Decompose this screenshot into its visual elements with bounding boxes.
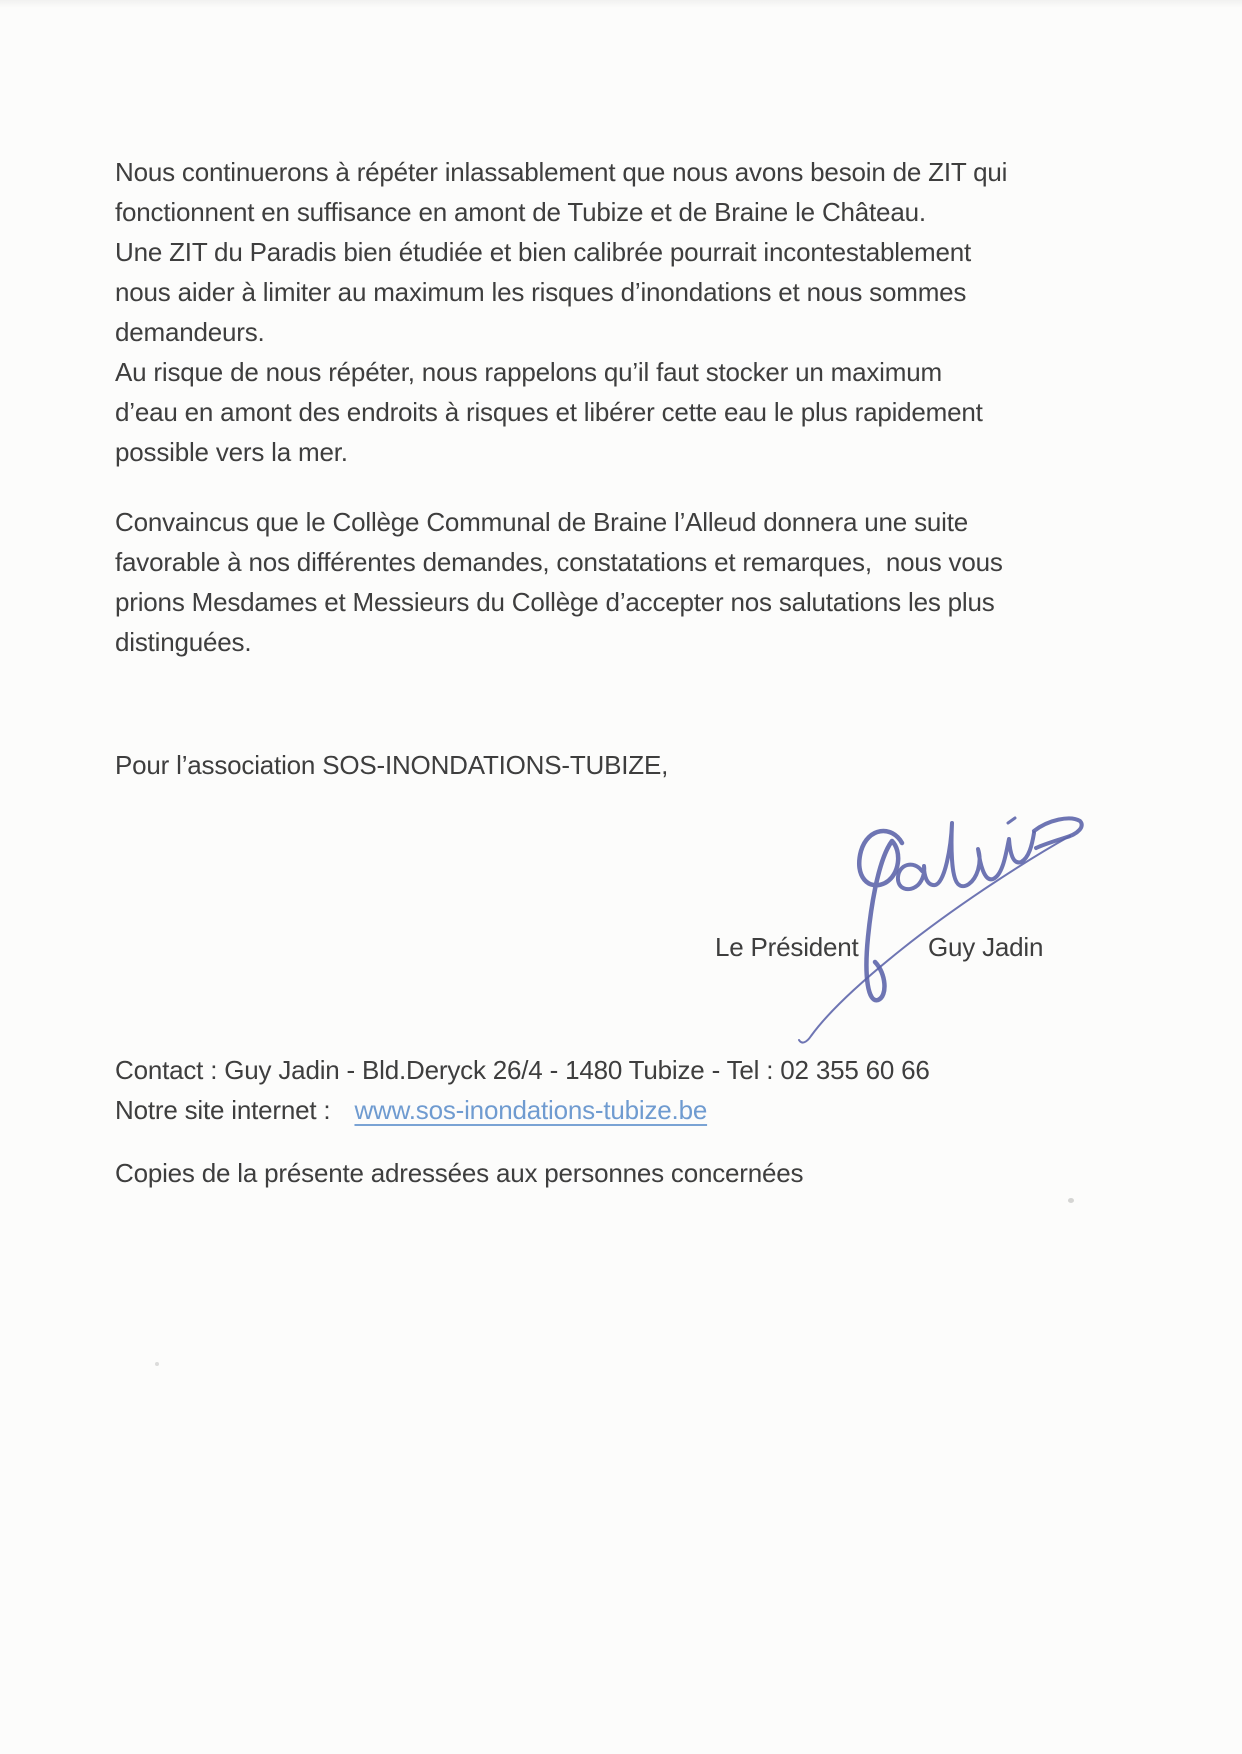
contact-line: Contact : Guy Jadin - Bld.Deryck 26/4 - 1480 Tubize - Tel : 02 355 60 66 (115, 1055, 930, 1085)
website-line (115, 1090, 930, 1130)
paragraph-line: fonctionnent en suffisance en amont de Tubize et de Braine le Château. (115, 197, 926, 227)
paragraph-line: nous aider à limiter au maximum les risques d’inondations et nous sommes (115, 277, 967, 307)
paragraph-line: distinguées. (115, 627, 252, 657)
copies-text: Copies de la présente adressées aux personnes concernées (115, 1158, 804, 1188)
body-paragraph-1 (115, 152, 1007, 472)
paragraph-line: favorable à nos différentes demandes, constatations et remarques, nous vous (115, 547, 1003, 577)
paragraph-line: Nous continuerons à répéter inlassablement que nous avons besoin de ZIT qui (115, 157, 1008, 187)
paragraph-line: prions Mesdames et Messieurs du Collège d’accepter nos salutations les plus (115, 587, 995, 617)
paragraph-line: possible vers la mer. (115, 437, 348, 467)
scan-speck (1068, 1198, 1074, 1203)
website-label: Notre site internet : (115, 1095, 331, 1125)
paragraph-line: Convaincus que le Collège Communal de Braine l’Alleud donnera une suite (115, 507, 969, 537)
copies-note (115, 1153, 803, 1193)
association-line (115, 745, 668, 785)
contact-block (115, 1050, 930, 1130)
scan-speck (155, 1362, 159, 1366)
association-text: Pour l’association SOS-INONDATIONS-TUBIZE, (115, 750, 669, 780)
signature-handwriting (690, 780, 1100, 1050)
body-paragraph-2 (115, 502, 1003, 662)
paragraph-line: d’eau en amont des endroits à risques et libérer cette eau le plus rapidement (115, 397, 983, 427)
paragraph-line: Au risque de nous répéter, nous rappelons qu’il faut stocker un maximum (115, 357, 942, 387)
signature-signer-name: Guy Jadin (928, 932, 1044, 962)
website-link[interactable]: www.sos-inondations-tubize.be (354, 1095, 708, 1125)
paragraph-line: demandeurs. (115, 317, 265, 347)
signature-role-label: Le Président (715, 932, 859, 962)
paragraph-line: Une ZIT du Paradis bien étudiée et bien calibrée pourrait incontestablement (115, 237, 972, 267)
